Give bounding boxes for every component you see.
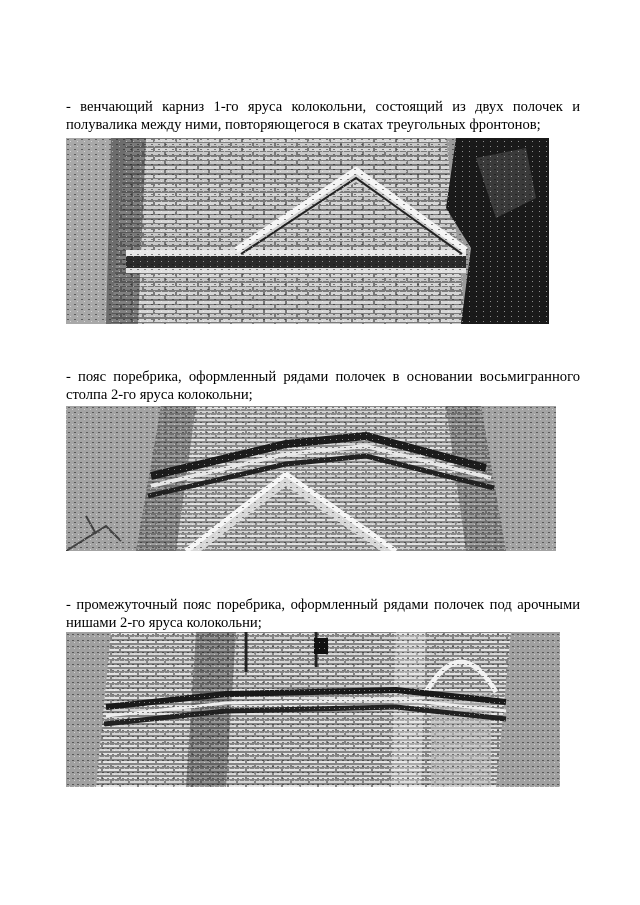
item-3-text: - промежуточный пояс поребрика, оформленный рядами полочек под арочными нишами 2-го яруса колокольни; xyxy=(66,597,580,631)
photo-cornice-first-tier xyxy=(66,138,549,324)
item-1-text: - венчающий карниз 1-го яруса колокольни, состоящий из двух полочек и полувалика между ними, повторяющегося в скатах треугольных фронтонов; xyxy=(66,99,580,133)
item-2-text: - пояс поребрика, оформленный рядами полочек в основании восьмигранного столпа 2-го яруса колокольни; xyxy=(66,369,580,403)
photo-intermediate-belt xyxy=(66,632,560,787)
photo-second-tier-base-belt xyxy=(66,406,556,551)
